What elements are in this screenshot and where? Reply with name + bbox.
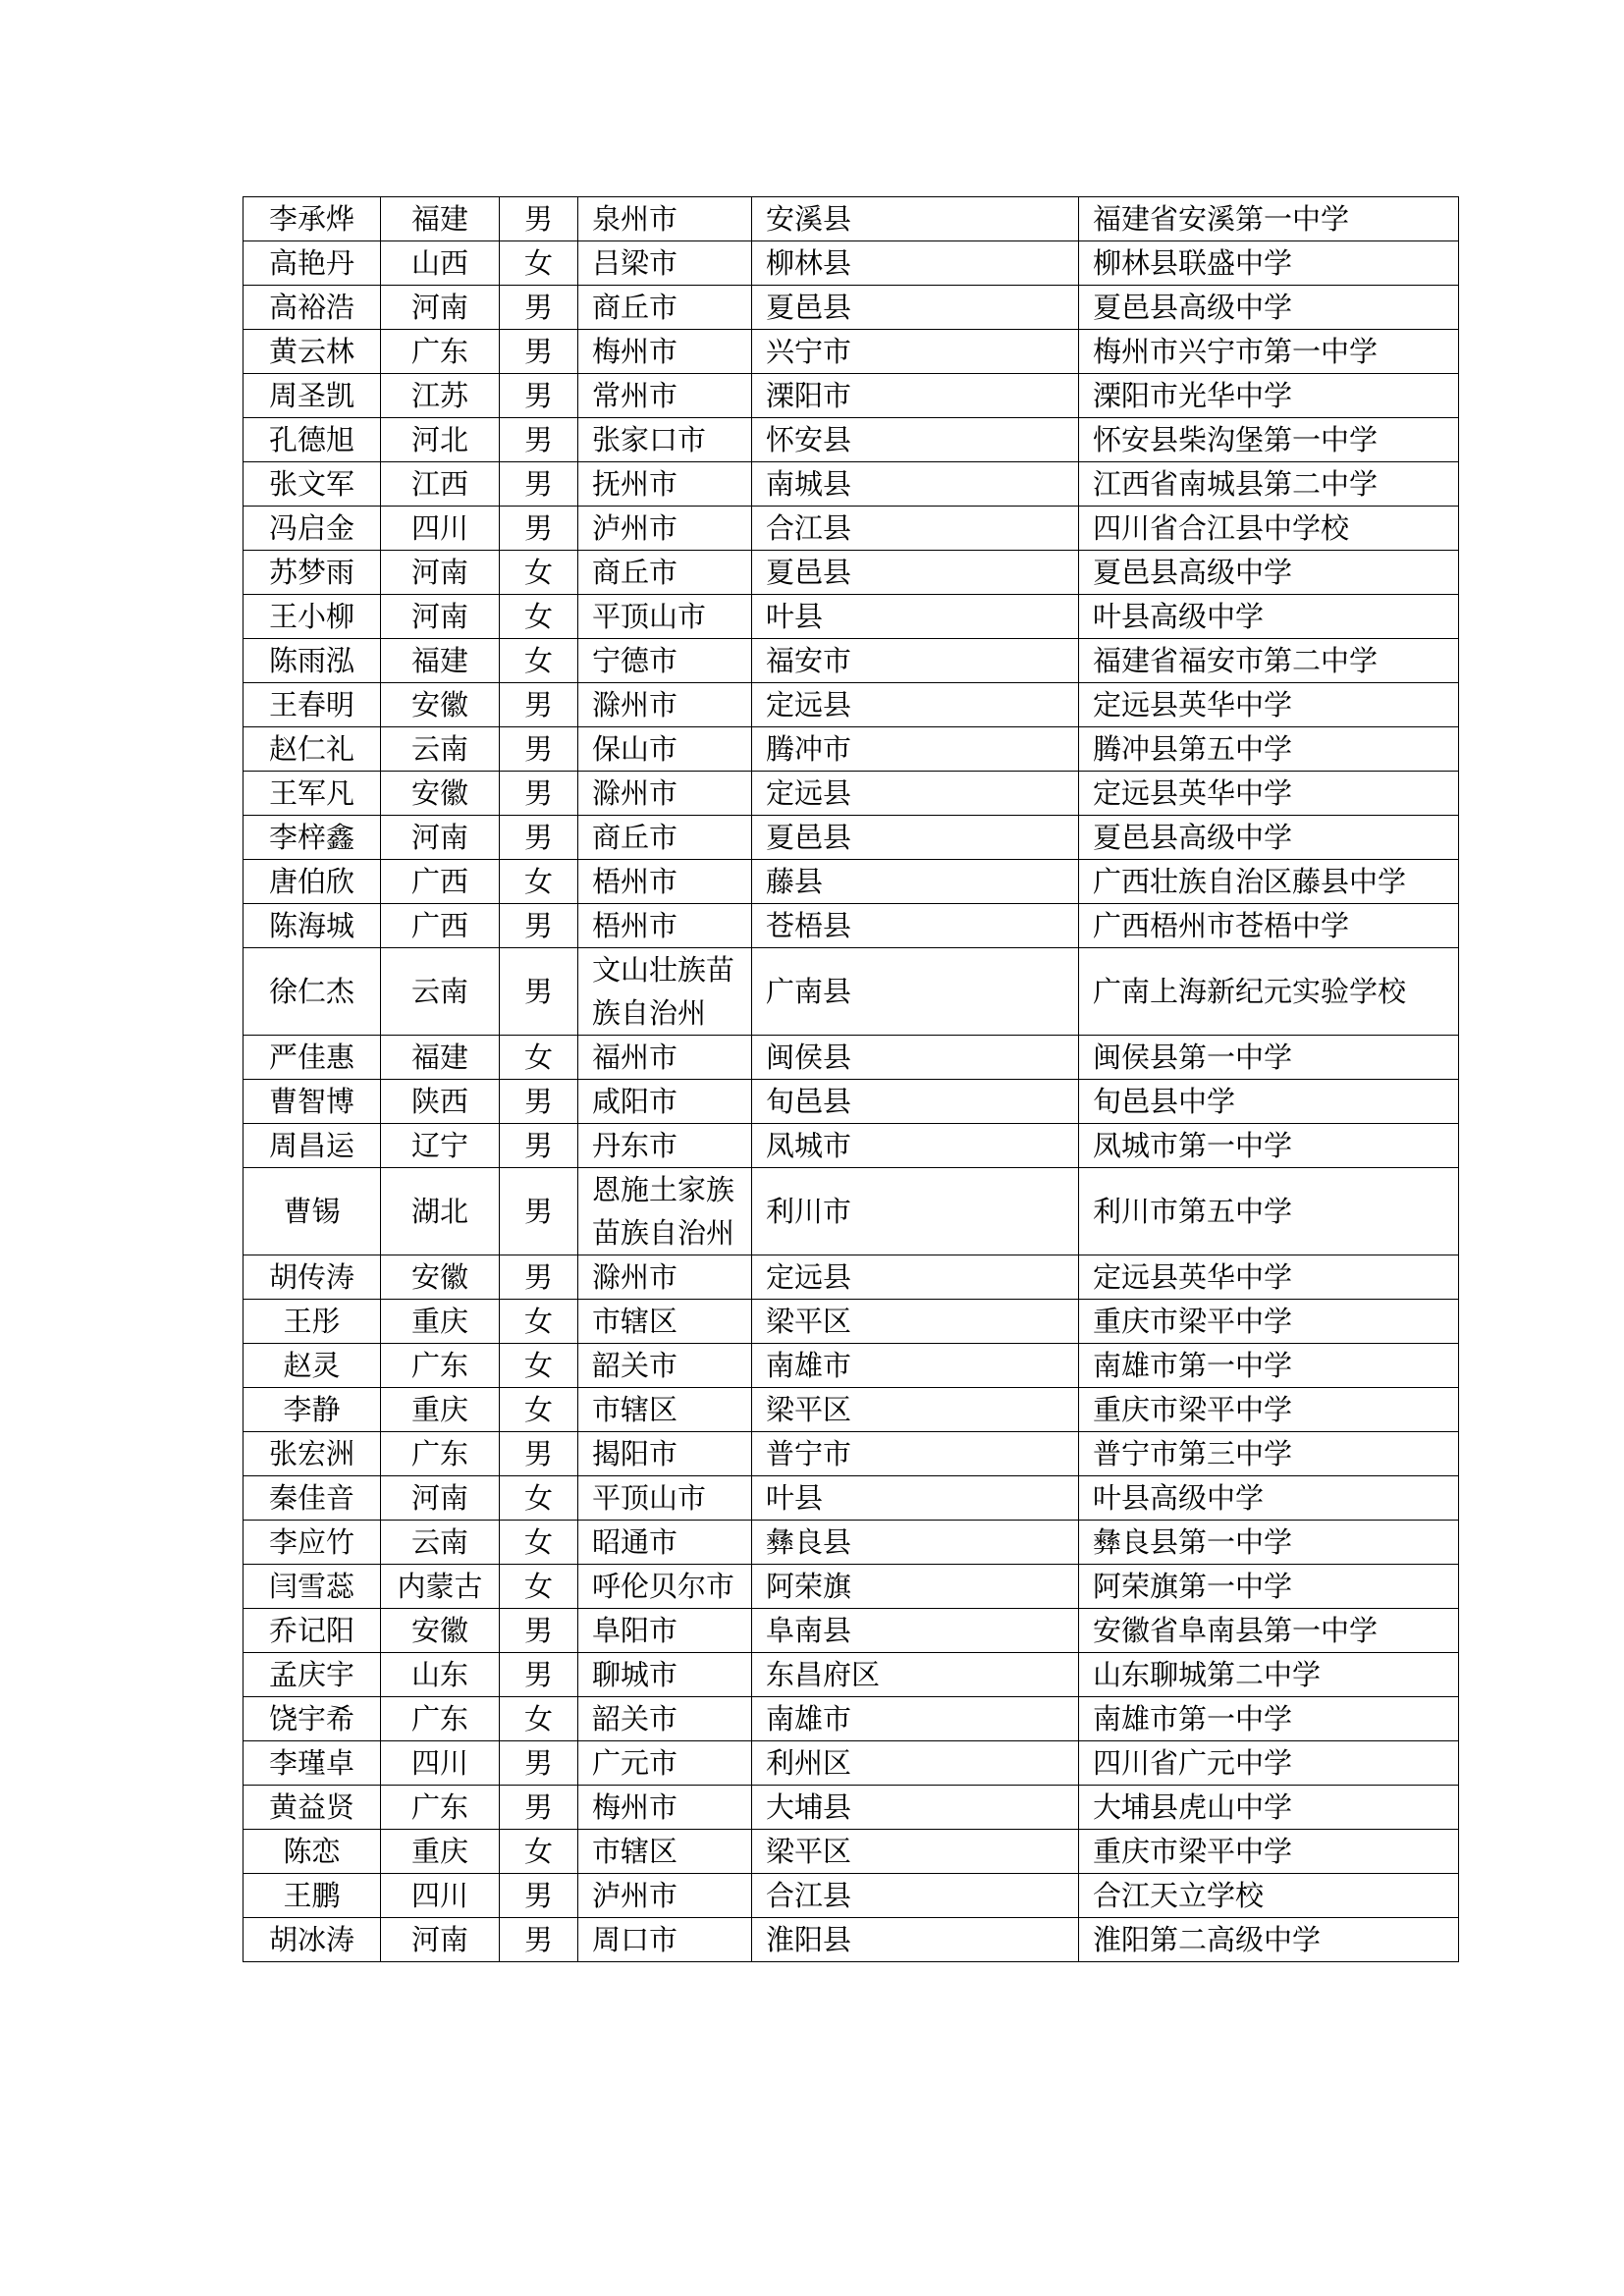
province-cell: 安徽 [381, 1609, 500, 1653]
table-row [244, 1124, 1459, 1168]
gender-cell: 女 [500, 551, 578, 595]
gender-cell: 男 [500, 948, 578, 1036]
table-row [244, 1653, 1459, 1697]
city-cell: 抚州市 [578, 462, 752, 507]
name-cell: 胡冰涛 [244, 1918, 381, 1962]
city-cell: 吕梁市 [578, 241, 752, 286]
county-cell: 夏邑县 [752, 551, 1079, 595]
table-row [244, 1741, 1459, 1786]
province-cell: 河南 [381, 286, 500, 330]
province-cell: 内蒙古 [381, 1565, 500, 1609]
gender-cell: 女 [500, 1521, 578, 1565]
table-row [244, 1388, 1459, 1432]
gender-cell: 女 [500, 1388, 578, 1432]
name-cell: 王小柳 [244, 595, 381, 639]
county-cell: 凤城市 [752, 1124, 1079, 1168]
city-cell: 福州市 [578, 1036, 752, 1080]
city-cell: 滁州市 [578, 1255, 752, 1300]
school-cell: 阿荣旗第一中学 [1079, 1565, 1459, 1609]
name-cell: 胡传涛 [244, 1255, 381, 1300]
city-cell: 商丘市 [578, 816, 752, 860]
school-cell: 腾冲县第五中学 [1079, 727, 1459, 772]
city-cell: 梧州市 [578, 904, 752, 948]
county-cell: 合江县 [752, 1874, 1079, 1918]
province-cell: 福建 [381, 1036, 500, 1080]
gender-cell: 男 [500, 330, 578, 374]
name-cell: 李应竹 [244, 1521, 381, 1565]
county-cell: 旬邑县 [752, 1080, 1079, 1124]
city-cell: 市辖区 [578, 1388, 752, 1432]
city-cell: 滁州市 [578, 683, 752, 727]
name-cell: 张宏洲 [244, 1432, 381, 1476]
name-cell: 李梓鑫 [244, 816, 381, 860]
city-cell: 韶关市 [578, 1697, 752, 1741]
student-table [243, 196, 1459, 1962]
gender-cell: 女 [500, 1300, 578, 1344]
table-row [244, 727, 1459, 772]
city-cell: 常州市 [578, 374, 752, 418]
gender-cell: 男 [500, 1918, 578, 1962]
province-cell: 河北 [381, 418, 500, 462]
school-cell: 溧阳市光华中学 [1079, 374, 1459, 418]
name-cell: 唐伯欣 [244, 860, 381, 904]
name-cell: 王军凡 [244, 772, 381, 816]
name-cell: 高裕浩 [244, 286, 381, 330]
table-row [244, 904, 1459, 948]
school-cell: 四川省广元中学 [1079, 1741, 1459, 1786]
gender-cell: 女 [500, 1036, 578, 1080]
school-cell: 柳林县联盛中学 [1079, 241, 1459, 286]
name-cell: 李瑾卓 [244, 1741, 381, 1786]
gender-cell: 男 [500, 772, 578, 816]
name-cell: 王鹏 [244, 1874, 381, 1918]
table-row [244, 1918, 1459, 1962]
province-cell: 河南 [381, 816, 500, 860]
province-cell: 广东 [381, 1786, 500, 1830]
name-cell: 闫雪蕊 [244, 1565, 381, 1609]
school-cell: 福建省福安市第二中学 [1079, 639, 1459, 683]
table-row [244, 772, 1459, 816]
gender-cell: 男 [500, 727, 578, 772]
school-cell: 大埔县虎山中学 [1079, 1786, 1459, 1830]
county-cell: 阜南县 [752, 1609, 1079, 1653]
table-row [244, 551, 1459, 595]
county-cell: 阿荣旗 [752, 1565, 1079, 1609]
school-cell: 四川省合江县中学校 [1079, 507, 1459, 551]
county-cell: 大埔县 [752, 1786, 1079, 1830]
table-row [244, 948, 1459, 1036]
city-cell: 梅州市 [578, 330, 752, 374]
city-cell: 阜阳市 [578, 1609, 752, 1653]
gender-cell: 男 [500, 1874, 578, 1918]
name-cell: 陈雨泓 [244, 639, 381, 683]
province-cell: 河南 [381, 551, 500, 595]
county-cell: 南雄市 [752, 1697, 1079, 1741]
province-cell: 福建 [381, 639, 500, 683]
school-cell: 夏邑县高级中学 [1079, 816, 1459, 860]
province-cell: 云南 [381, 1521, 500, 1565]
city-cell: 张家口市 [578, 418, 752, 462]
table-row [244, 1300, 1459, 1344]
county-cell: 腾冲市 [752, 727, 1079, 772]
table-row [244, 639, 1459, 683]
city-cell: 丹东市 [578, 1124, 752, 1168]
table-row [244, 507, 1459, 551]
school-cell: 定远县英华中学 [1079, 683, 1459, 727]
gender-cell: 男 [500, 286, 578, 330]
gender-cell: 女 [500, 1697, 578, 1741]
city-cell: 恩施土家族苗族自治州 [578, 1168, 752, 1255]
city-cell: 梅州市 [578, 1786, 752, 1830]
city-cell: 泸州市 [578, 507, 752, 551]
name-cell: 李承烨 [244, 197, 381, 241]
province-cell: 湖北 [381, 1168, 500, 1255]
county-cell: 叶县 [752, 595, 1079, 639]
table-row [244, 1565, 1459, 1609]
gender-cell: 男 [500, 507, 578, 551]
county-cell: 叶县 [752, 1476, 1079, 1521]
county-cell: 梁平区 [752, 1830, 1079, 1874]
county-cell: 安溪县 [752, 197, 1079, 241]
school-cell: 旬邑县中学 [1079, 1080, 1459, 1124]
gender-cell: 男 [500, 374, 578, 418]
table-row [244, 286, 1459, 330]
school-cell: 广南上海新纪元实验学校 [1079, 948, 1459, 1036]
county-cell: 利川市 [752, 1168, 1079, 1255]
county-cell: 梁平区 [752, 1300, 1079, 1344]
gender-cell: 男 [500, 462, 578, 507]
gender-cell: 女 [500, 1830, 578, 1874]
school-cell: 怀安县柴沟堡第一中学 [1079, 418, 1459, 462]
name-cell: 曹智博 [244, 1080, 381, 1124]
name-cell: 黄益贤 [244, 1786, 381, 1830]
table-row [244, 816, 1459, 860]
student-list-sheet [243, 196, 1458, 1962]
name-cell: 严佳惠 [244, 1036, 381, 1080]
name-cell: 孔德旭 [244, 418, 381, 462]
gender-cell: 女 [500, 639, 578, 683]
province-cell: 山东 [381, 1653, 500, 1697]
gender-cell: 男 [500, 1432, 578, 1476]
school-cell: 叶县高级中学 [1079, 595, 1459, 639]
province-cell: 广东 [381, 1432, 500, 1476]
table-row [244, 241, 1459, 286]
county-cell: 利州区 [752, 1741, 1079, 1786]
school-cell: 安徽省阜南县第一中学 [1079, 1609, 1459, 1653]
table-row [244, 1786, 1459, 1830]
province-cell: 云南 [381, 727, 500, 772]
province-cell: 四川 [381, 507, 500, 551]
table-row [244, 1521, 1459, 1565]
county-cell: 柳林县 [752, 241, 1079, 286]
school-cell: 夏邑县高级中学 [1079, 286, 1459, 330]
table-row [244, 1344, 1459, 1388]
school-cell: 利川市第五中学 [1079, 1168, 1459, 1255]
province-cell: 河南 [381, 1476, 500, 1521]
county-cell: 夏邑县 [752, 816, 1079, 860]
name-cell: 孟庆宇 [244, 1653, 381, 1697]
name-cell: 李静 [244, 1388, 381, 1432]
gender-cell: 男 [500, 1124, 578, 1168]
county-cell: 定远县 [752, 683, 1079, 727]
name-cell: 徐仁杰 [244, 948, 381, 1036]
school-cell: 山东聊城第二中学 [1079, 1653, 1459, 1697]
name-cell: 赵仁礼 [244, 727, 381, 772]
gender-cell: 女 [500, 860, 578, 904]
city-cell: 宁德市 [578, 639, 752, 683]
city-cell: 文山壮族苗族自治州 [578, 948, 752, 1036]
table-row [244, 860, 1459, 904]
county-cell: 夏邑县 [752, 286, 1079, 330]
table-row [244, 1168, 1459, 1255]
province-cell: 福建 [381, 197, 500, 241]
county-cell: 溧阳市 [752, 374, 1079, 418]
city-cell: 泸州市 [578, 1874, 752, 1918]
table-row [244, 683, 1459, 727]
province-cell: 江西 [381, 462, 500, 507]
table-row [244, 1874, 1459, 1918]
province-cell: 安徽 [381, 1255, 500, 1300]
city-cell: 广元市 [578, 1741, 752, 1786]
name-cell: 张文军 [244, 462, 381, 507]
province-cell: 河南 [381, 1918, 500, 1962]
table-row [244, 1609, 1459, 1653]
name-cell: 陈恋 [244, 1830, 381, 1874]
school-cell: 南雄市第一中学 [1079, 1344, 1459, 1388]
city-cell: 平顶山市 [578, 1476, 752, 1521]
school-cell: 凤城市第一中学 [1079, 1124, 1459, 1168]
table-row [244, 330, 1459, 374]
gender-cell: 男 [500, 1080, 578, 1124]
school-cell: 夏邑县高级中学 [1079, 551, 1459, 595]
province-cell: 重庆 [381, 1830, 500, 1874]
table-row [244, 1830, 1459, 1874]
city-cell: 呼伦贝尔市 [578, 1565, 752, 1609]
county-cell: 定远县 [752, 1255, 1079, 1300]
gender-cell: 男 [500, 1786, 578, 1830]
gender-cell: 女 [500, 241, 578, 286]
school-cell: 南雄市第一中学 [1079, 1697, 1459, 1741]
city-cell: 揭阳市 [578, 1432, 752, 1476]
gender-cell: 男 [500, 683, 578, 727]
province-cell: 四川 [381, 1741, 500, 1786]
school-cell: 广西梧州市苍梧中学 [1079, 904, 1459, 948]
gender-cell: 男 [500, 816, 578, 860]
school-cell: 梅州市兴宁市第一中学 [1079, 330, 1459, 374]
province-cell: 重庆 [381, 1300, 500, 1344]
school-cell: 重庆市梁平中学 [1079, 1388, 1459, 1432]
gender-cell: 男 [500, 1653, 578, 1697]
student-table-body [244, 197, 1459, 1962]
province-cell: 陕西 [381, 1080, 500, 1124]
province-cell: 山西 [381, 241, 500, 286]
city-cell: 滁州市 [578, 772, 752, 816]
province-cell: 云南 [381, 948, 500, 1036]
school-cell: 江西省南城县第二中学 [1079, 462, 1459, 507]
province-cell: 江苏 [381, 374, 500, 418]
gender-cell: 男 [500, 1168, 578, 1255]
province-cell: 安徽 [381, 772, 500, 816]
city-cell: 市辖区 [578, 1300, 752, 1344]
city-cell: 昭通市 [578, 1521, 752, 1565]
name-cell: 周昌运 [244, 1124, 381, 1168]
school-cell: 叶县高级中学 [1079, 1476, 1459, 1521]
county-cell: 广南县 [752, 948, 1079, 1036]
school-cell: 福建省安溪第一中学 [1079, 197, 1459, 241]
city-cell: 商丘市 [578, 551, 752, 595]
table-row [244, 462, 1459, 507]
gender-cell: 男 [500, 197, 578, 241]
gender-cell: 男 [500, 1741, 578, 1786]
gender-cell: 女 [500, 595, 578, 639]
name-cell: 冯启金 [244, 507, 381, 551]
gender-cell: 男 [500, 1609, 578, 1653]
county-cell: 南雄市 [752, 1344, 1079, 1388]
county-cell: 合江县 [752, 507, 1079, 551]
province-cell: 四川 [381, 1874, 500, 1918]
county-cell: 藤县 [752, 860, 1079, 904]
city-cell: 梧州市 [578, 860, 752, 904]
province-cell: 安徽 [381, 683, 500, 727]
table-row [244, 374, 1459, 418]
province-cell: 河南 [381, 595, 500, 639]
table-row [244, 197, 1459, 241]
province-cell: 广东 [381, 330, 500, 374]
county-cell: 苍梧县 [752, 904, 1079, 948]
school-cell: 广西壮族自治区藤县中学 [1079, 860, 1459, 904]
school-cell: 彝良县第一中学 [1079, 1521, 1459, 1565]
county-cell: 闽侯县 [752, 1036, 1079, 1080]
name-cell: 陈海城 [244, 904, 381, 948]
gender-cell: 女 [500, 1344, 578, 1388]
county-cell: 梁平区 [752, 1388, 1079, 1432]
school-cell: 闽侯县第一中学 [1079, 1036, 1459, 1080]
city-cell: 商丘市 [578, 286, 752, 330]
gender-cell: 男 [500, 418, 578, 462]
school-cell: 定远县英华中学 [1079, 772, 1459, 816]
name-cell: 黄云林 [244, 330, 381, 374]
name-cell: 王彤 [244, 1300, 381, 1344]
gender-cell: 女 [500, 1476, 578, 1521]
table-row [244, 418, 1459, 462]
school-cell: 定远县英华中学 [1079, 1255, 1459, 1300]
name-cell: 饶宇希 [244, 1697, 381, 1741]
table-row [244, 1697, 1459, 1741]
county-cell: 怀安县 [752, 418, 1079, 462]
county-cell: 普宁市 [752, 1432, 1079, 1476]
county-cell: 定远县 [752, 772, 1079, 816]
county-cell: 东昌府区 [752, 1653, 1079, 1697]
province-cell: 广东 [381, 1344, 500, 1388]
name-cell: 乔记阳 [244, 1609, 381, 1653]
school-cell: 重庆市梁平中学 [1079, 1830, 1459, 1874]
county-cell: 南城县 [752, 462, 1079, 507]
city-cell: 保山市 [578, 727, 752, 772]
school-cell: 普宁市第三中学 [1079, 1432, 1459, 1476]
county-cell: 福安市 [752, 639, 1079, 683]
table-row [244, 595, 1459, 639]
city-cell: 韶关市 [578, 1344, 752, 1388]
school-cell: 合江天立学校 [1079, 1874, 1459, 1918]
province-cell: 广西 [381, 860, 500, 904]
province-cell: 辽宁 [381, 1124, 500, 1168]
province-cell: 广西 [381, 904, 500, 948]
city-cell: 市辖区 [578, 1830, 752, 1874]
table-row [244, 1255, 1459, 1300]
city-cell: 聊城市 [578, 1653, 752, 1697]
table-row [244, 1036, 1459, 1080]
name-cell: 周圣凯 [244, 374, 381, 418]
city-cell: 周口市 [578, 1918, 752, 1962]
name-cell: 苏梦雨 [244, 551, 381, 595]
city-cell: 咸阳市 [578, 1080, 752, 1124]
table-row [244, 1476, 1459, 1521]
table-row [244, 1432, 1459, 1476]
city-cell: 平顶山市 [578, 595, 752, 639]
school-cell: 重庆市梁平中学 [1079, 1300, 1459, 1344]
name-cell: 秦佳音 [244, 1476, 381, 1521]
gender-cell: 男 [500, 904, 578, 948]
name-cell: 王春明 [244, 683, 381, 727]
name-cell: 曹锡 [244, 1168, 381, 1255]
gender-cell: 男 [500, 1255, 578, 1300]
name-cell: 赵灵 [244, 1344, 381, 1388]
province-cell: 广东 [381, 1697, 500, 1741]
school-cell: 淮阳第二高级中学 [1079, 1918, 1459, 1962]
city-cell: 泉州市 [578, 197, 752, 241]
county-cell: 淮阳县 [752, 1918, 1079, 1962]
name-cell: 高艳丹 [244, 241, 381, 286]
county-cell: 兴宁市 [752, 330, 1079, 374]
table-row [244, 1080, 1459, 1124]
gender-cell: 女 [500, 1565, 578, 1609]
county-cell: 彝良县 [752, 1521, 1079, 1565]
province-cell: 重庆 [381, 1388, 500, 1432]
